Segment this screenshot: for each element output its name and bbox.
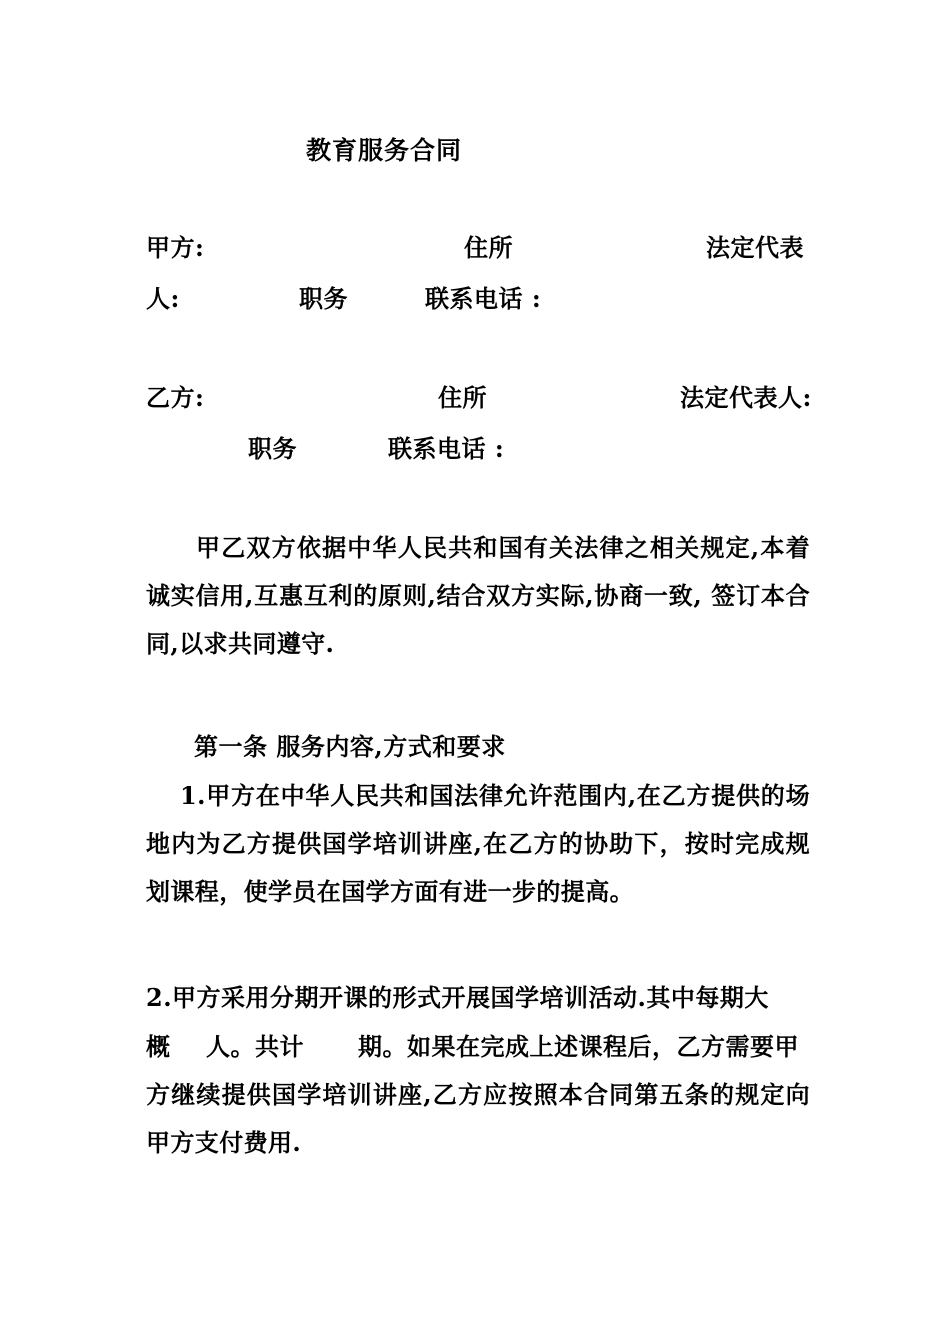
party-b-position-label: 职务 xyxy=(248,434,297,463)
party-b-label: 乙方: xyxy=(146,383,205,412)
clause-2-periods: 期。如果在完成上述课程后，乙方需要甲 xyxy=(358,1032,799,1061)
party-a-position-label: 职务 xyxy=(299,284,348,313)
party-b-address-label: 住所 xyxy=(438,383,487,412)
article-1-heading: 第一条 服务内容,方式和要求 xyxy=(194,732,506,761)
party-a-representative-label-cont: 人: xyxy=(146,284,180,313)
party-b-phone-label: 联系电话 : xyxy=(388,434,505,463)
document-title: 教育服务合同 xyxy=(306,136,463,165)
preamble-paragraph: 甲乙双方依据中华人民共和国有关法律之相关规定,本着诚实信用,互惠互利的原则,结合双方实际,协商一致, 签订本合同,以求共同遵守. xyxy=(146,533,810,658)
party-a-address-label: 住所 xyxy=(464,233,513,262)
clause-1-paragraph: 1.甲方在中华人民共和国法律允许范围内,在乙方提供的场地内为乙方提供国学培训讲座,在乙方的协助下，按时完成规划课程，使学员在国学方面有进一步的提高。 xyxy=(146,781,810,906)
clause-2-line-1: 2.甲方采用分期开课的形式开展国学培训活动.其中每期大 xyxy=(146,983,769,1012)
party-a-representative-label: 法定代表 xyxy=(706,233,804,262)
party-b-representative-label: 法定代表人: xyxy=(680,383,812,412)
clause-2-word-approx: 概 xyxy=(146,1032,171,1061)
clause-2-people-total: 人。共计 xyxy=(206,1032,304,1061)
party-a-phone-label: 联系电话 : xyxy=(425,284,542,313)
clause-2-continuation: 方继续提供国学培训讲座,乙方应按照本合同第五条的规定向甲方支付费用. xyxy=(146,1080,810,1157)
party-a-label: 甲方: xyxy=(146,233,205,262)
